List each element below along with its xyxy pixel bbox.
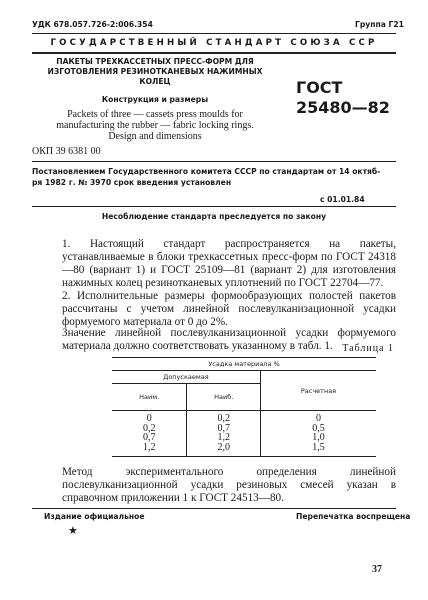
table-cell: 1,5 [260, 443, 376, 457]
edition-note: Издание официальное [44, 512, 145, 521]
table-header-max: Наиб. [187, 384, 261, 411]
penalty-notice: Несоблюдение стандарта преследуется по закону [101, 212, 327, 221]
page-number: 37 [372, 564, 382, 575]
star-icon: ★ [68, 524, 78, 537]
paragraph-2: 2. Исполнительные размеры формообразующих полостей пакетов рассчитаны с учетом линейной послевулканизационной усадки формуемого материала от 0 до 2%. [62, 290, 396, 328]
decree-line: ря 1982 г. № 3970 срок введения установлен [32, 177, 232, 187]
table-cell: 0,2 [187, 411, 261, 424]
standard-header: ГОСУДАРСТВЕННЫЙ СТАНДАРТ СОЮЗА ССР [50, 38, 378, 48]
shrinkage-table [112, 357, 376, 457]
table-cell: 0,7 [112, 433, 187, 443]
table-cell: 1,2 [187, 433, 261, 443]
effective-date: с 01.01.84 [320, 195, 365, 204]
table-cell: 0,5 [312, 422, 325, 434]
table-cell: 0,2 [112, 424, 187, 434]
footer-rule [32, 508, 396, 509]
table-cell: 1,0 [312, 432, 325, 443]
table-cell: 2,0 [187, 443, 261, 457]
table-row [112, 443, 376, 457]
reprint-note: Перепечатка воспрещена [296, 512, 411, 521]
okp-rule [32, 161, 396, 162]
table-header-min: Наим. [112, 384, 187, 411]
table-row [112, 411, 376, 424]
title-line: КОЛЕЦ [139, 77, 171, 86]
header-bottom-rule [32, 52, 396, 54]
gost-number: 25480—82 [296, 98, 390, 117]
okp-code: ОКП 39 6381 00 [32, 146, 101, 157]
title-line: ИЗГОТОВЛЕНИЯ РЕЗИНОТКАНЕВЫХ НАЖИМНЫХ [47, 67, 263, 76]
english-title [32, 109, 278, 142]
russian-title [32, 57, 278, 87]
gost-label: ГОСТ [296, 78, 343, 97]
table-cell: 0 [315, 413, 321, 424]
english-title-line: Design and dimensions [108, 131, 202, 142]
table-header-allowed: Допускаемая [112, 371, 260, 384]
paragraph-4: Метод экспериментального определения линейной послевулканизационной усадки резиновых смесей указан в справочном приложении 1 к ГОСТ 24513—80. [62, 466, 396, 504]
table-cell: 0 [112, 411, 187, 424]
table-cell: 0,7 [187, 424, 261, 434]
group-code: Группа Г21 [355, 20, 404, 29]
table-header-group: Усадка материала % [112, 358, 376, 371]
decree-text [32, 167, 396, 188]
english-title-line: manufacturing the rubber — fabric locking rings. [56, 120, 254, 131]
title-line: ПАКЕТЫ ТРЕХКАССЕТНЫХ ПРЕСС-ФОРМ ДЛЯ [56, 57, 254, 66]
table-cell: 1,2 [112, 443, 187, 457]
decree-line: Постановлением Государственного комитета СССР по стандартам от 14 октяб- [32, 167, 381, 176]
paragraph-1: 1. Настоящий стандарт распространяется на пакеты, устанавливаемые в блоки трехкассетных пресс-форм по ГОСТ 24318—80 (вариант 1) и ГОСТ 25109—81 (вариант 2) для изготовления нажимных колец резинотканевых уплотнений по ГОСТ 22704—77. [62, 238, 396, 289]
table-header-calc: Расчетная [260, 371, 376, 411]
header-top-rule [32, 33, 396, 34]
decree-rule [32, 206, 396, 207]
table-caption: Таблица 1 [342, 343, 394, 354]
english-title-line: Packets of three — cassets press moulds for [67, 109, 243, 120]
udc-code: УДК 678.057.726-2:006.354 [32, 20, 153, 29]
russian-subtitle: Конструкция и размеры [101, 95, 209, 104]
paragraph-3: Значение линейной послевулканизационной усадки формуемого материала должно соответствовать указанному в табл. 1. [62, 327, 396, 352]
